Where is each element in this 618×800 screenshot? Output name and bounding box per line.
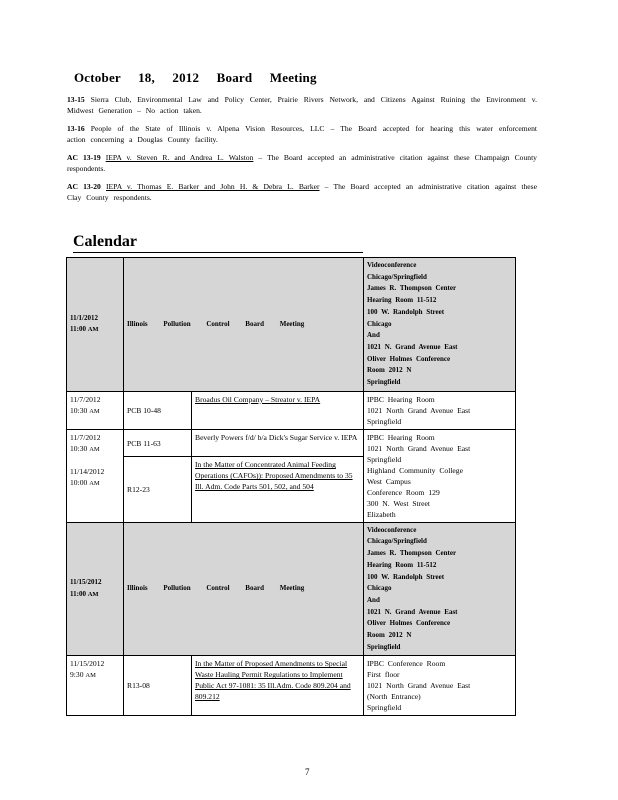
location-cell <box>364 258 516 392</box>
location-line: 100 W. Randolph Street <box>367 572 445 581</box>
date-cell <box>67 656 124 716</box>
location-cell <box>364 391 516 429</box>
location-line: 1021 N. Grand Avenue East <box>367 607 458 616</box>
entry-ac-13-19 <box>67 152 537 174</box>
case: Illinois Pollution Control Board Meeting <box>127 319 305 328</box>
case: PCB 11-63 <box>127 438 161 448</box>
table-row <box>67 522 516 656</box>
meeting-entries <box>67 94 537 210</box>
location-line: West Campus <box>367 476 411 486</box>
case-cell <box>124 391 192 429</box>
case: R12-23 <box>127 485 150 494</box>
entry-ac-13-20 <box>67 181 537 203</box>
location-line: 1021 N. Grand Avenue East <box>367 342 458 351</box>
location-line: 1021 North Grand Avenue East <box>367 443 471 453</box>
date-cell <box>67 391 124 429</box>
am-pm: AM <box>89 479 100 487</box>
location-line: Videoconference <box>367 261 417 269</box>
case: Illinois Pollution Control Board Meeting <box>127 584 305 593</box>
case: R13-08 <box>127 681 150 691</box>
location-line: Springfield <box>367 416 402 426</box>
location-cell <box>364 429 516 522</box>
meeting-heading: October 18, 2012 Board Meeting <box>74 70 317 85</box>
case-title: Beverly Powers f/d/ b/a Dick's Sugar Service v. IEPA <box>195 432 358 442</box>
time: 10:30 <box>70 405 88 415</box>
location-line: Elizabeth <box>367 509 396 519</box>
title-cell <box>192 457 364 522</box>
location-line: Springfield <box>367 454 402 464</box>
calendar-title: Calendar <box>73 233 137 250</box>
entry-13-15 <box>67 94 537 116</box>
am-pm: AM <box>87 591 99 599</box>
case-title: In the Matter of Concentrated Animal Feeding Operations (CAFOs)): Proposed Amendments to 35 Ill. Adm. Code Parts 501, 502, and 504 <box>195 460 353 492</box>
date: 11/14/2012 <box>70 466 105 476</box>
location-line: 1021 North Grand Avenue East <box>367 405 471 415</box>
location-line: (North Entrance) <box>367 692 421 702</box>
table-row <box>67 429 516 457</box>
location-line: Videoconference <box>367 525 417 534</box>
location-line: And <box>367 595 380 604</box>
entry-text: Sierra Club, Environmental Law and Policy Center, Prairie Rivers Network, and Citizens Against Ruining the Environment v. Midwest Generation – No action taken. <box>67 95 537 115</box>
time: 9:30 <box>70 670 84 680</box>
time: 11:00 <box>70 325 86 334</box>
date: 11/15/2012 <box>70 659 105 669</box>
location-line: Hearing Room 11-512 <box>367 560 437 569</box>
location-line: Room 2012 N <box>367 631 412 640</box>
time: 11:00 <box>70 590 86 599</box>
time: 10:30 <box>70 443 88 453</box>
location-line: 100 W. Randolph Street <box>367 307 445 316</box>
location-line: Highland Community College <box>367 465 463 475</box>
date: 11/15/2012 <box>70 578 102 587</box>
entry-id: 13-16 <box>67 124 85 133</box>
case-cell <box>124 429 192 457</box>
entry-text: People of the State of Illinois v. Alpena Vision Resources, LLC – The Board accepted for hearing this water enforcement action concerning a Douglas County facility. <box>67 124 537 144</box>
location-line: Chicago <box>367 319 392 328</box>
entry-party: IEPA v. Steven R. and Andrea L. Walston <box>105 153 254 162</box>
location-line: 1021 North Grand Avenue East <box>367 681 471 691</box>
entry-id: AC 13-19 <box>67 153 101 162</box>
location-line: Springfield <box>367 703 402 713</box>
table-row <box>67 258 516 392</box>
location-line: Hearing Room 11-512 <box>367 296 437 305</box>
date-cell <box>67 258 124 392</box>
entry-text: – The Board accepted an administrative citation against these Champaign County respondents. <box>67 153 537 173</box>
page-number: 7 <box>305 767 310 777</box>
location-line: Chicago/Springfield <box>367 272 427 281</box>
location-line: IPBC Hearing Room <box>367 394 435 404</box>
case-cell <box>124 656 192 716</box>
date: 11/7/2012 <box>70 432 101 442</box>
location-line: Oliver Holmes Conference <box>367 354 451 363</box>
location-cell <box>364 656 516 716</box>
case-cell <box>124 522 364 656</box>
location-line: 300 N. West Street <box>367 498 431 508</box>
location-line: IPBC Hearing Room <box>367 432 435 442</box>
location-line: Conference Room 129 <box>367 487 440 497</box>
location-line: Springfield <box>367 378 401 387</box>
location-line: James R. Thompson Center <box>367 549 457 558</box>
time: 10:00 <box>70 477 88 487</box>
entry-party: IEPA v. Thomas E. Barker and John H. & Debra L. Barker <box>106 182 320 191</box>
location-cell <box>364 522 516 656</box>
case-cell <box>124 457 192 522</box>
calendar-title-rule <box>73 252 363 253</box>
location-line: And <box>367 331 380 340</box>
am-pm: AM <box>87 326 99 334</box>
entry-id: 13-15 <box>67 95 85 104</box>
table-row <box>67 656 516 716</box>
location-line: First floor <box>367 670 400 680</box>
location-line: IPBC Conference Room <box>367 659 446 669</box>
location-line: Chicago <box>367 584 392 593</box>
location-line: Springfield <box>367 642 401 651</box>
title-cell <box>192 429 364 457</box>
case-title: In the Matter of Proposed Amendments to Special Waste Hauling Permit Regulations to Implement Public Act 97-1081: 35 Ill.Adm. Code 809.204 and 809.212 <box>195 659 351 702</box>
date-cell <box>67 429 124 522</box>
case-title: Broadus Oil Company – Streator v. IEPA <box>195 394 321 404</box>
date: 11/7/2012 <box>70 394 101 404</box>
location-line: Chicago/Springfield <box>367 537 427 546</box>
case-cell <box>124 258 364 392</box>
am-pm: AM <box>89 445 100 453</box>
date-cell <box>67 522 124 656</box>
entry-13-16 <box>67 123 537 145</box>
case: PCB 10-48 <box>127 405 161 415</box>
title-cell <box>192 656 364 716</box>
location-line: Oliver Holmes Conference <box>367 619 451 628</box>
location-line: James R. Thompson Center <box>367 284 457 293</box>
location-line: Room 2012 N <box>367 366 412 375</box>
date: 11/1/2012 <box>70 313 99 322</box>
title-cell <box>192 391 364 429</box>
entry-text: – The Board accepted an administrative citation against these Clay County respondents. <box>67 182 537 202</box>
table-row <box>67 391 516 429</box>
entry-id: AC 13-20 <box>67 182 101 191</box>
calendar-table <box>66 257 516 716</box>
am-pm: AM <box>89 407 100 415</box>
am-pm: AM <box>85 672 96 680</box>
